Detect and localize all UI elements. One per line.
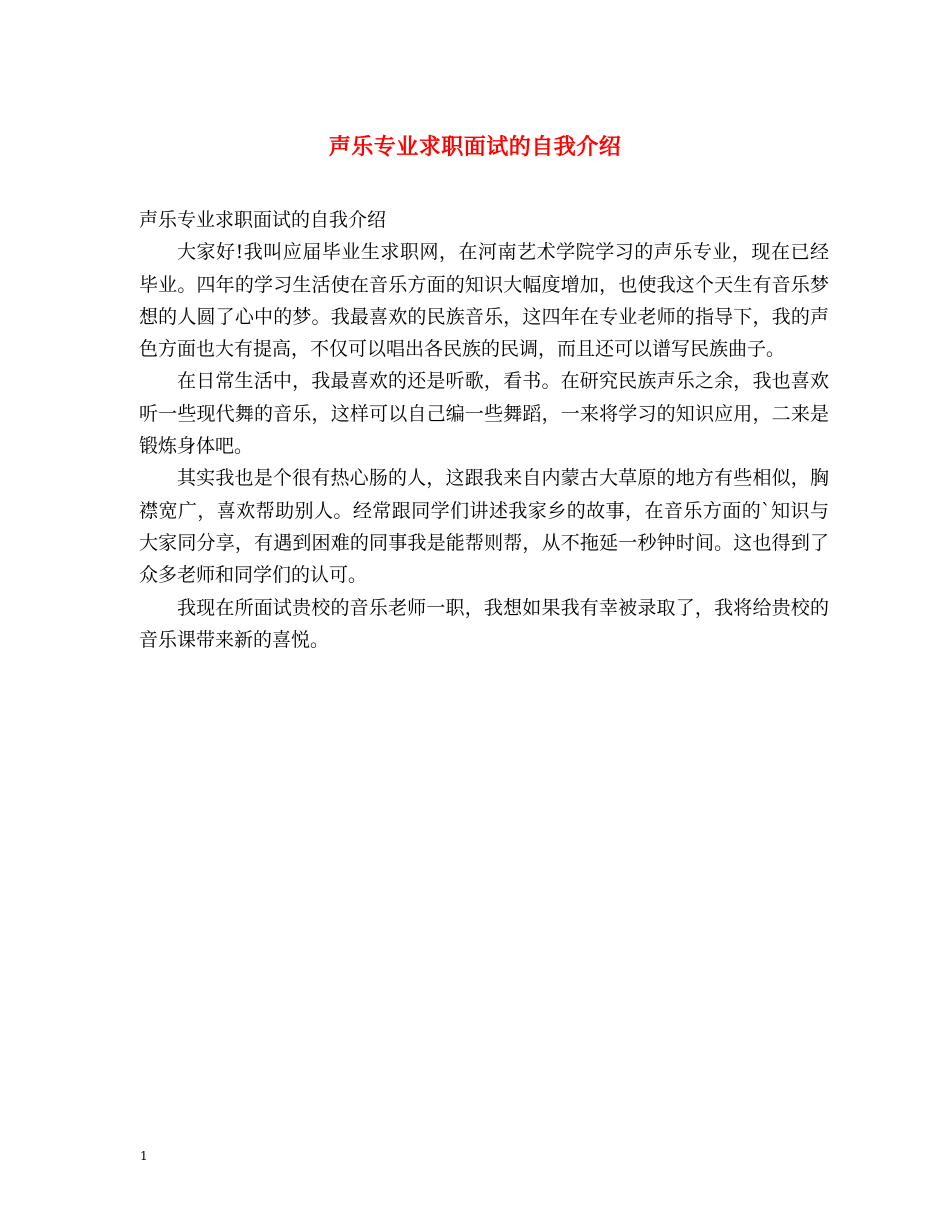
paragraph-4: 我现在所面试贵校的音乐老师一职，我想如果我有幸被录取了，我将给贵校的音乐课带来新的喜悦。 [139,596,829,651]
paragraph-3: 其实我也是个很有热心肠的人，这跟我来自内蒙古大草原的地方有些相似，胸襟宽广，喜欢帮助别人。经常跟同学们讲述我家乡的故事，在音乐方面的`知识与大家同分享，有遇到困难的同事我是能帮则帮，从不拖延一秒钟时间。这也得到了众多老师和同学们的认可。 [139,467,829,587]
paragraph-1: 大家好!我叫应届毕业生求职网，在河南艺术学院学习的声乐专业，现在已经毕业。四年的学习生活使在音乐方面的知识大幅度增加，也使我这个天生有音乐梦想的人圆了心中的梦。我最喜欢的民族音乐，这四年在专业老师的指导下，我的声色方面也大有提高，不仅可以唱出各民族的民调，而且还可以谱写民族曲子。 [139,241,829,361]
page-number: 1 [140,1149,148,1163]
paragraph-2: 在日常生活中，我最喜欢的还是听歌，看书。在研究民族声乐之余，我也喜欢听一些现代舞的音乐，这样可以自己编一些舞蹈，一来将学习的知识应用，二来是锻炼身体吧。 [139,370,829,458]
document-body [139,204,829,656]
page-title: 声乐专业求职面试的自我介绍 [328,134,622,160]
document-subtitle: 声乐专业求职面试的自我介绍 [139,209,387,231]
